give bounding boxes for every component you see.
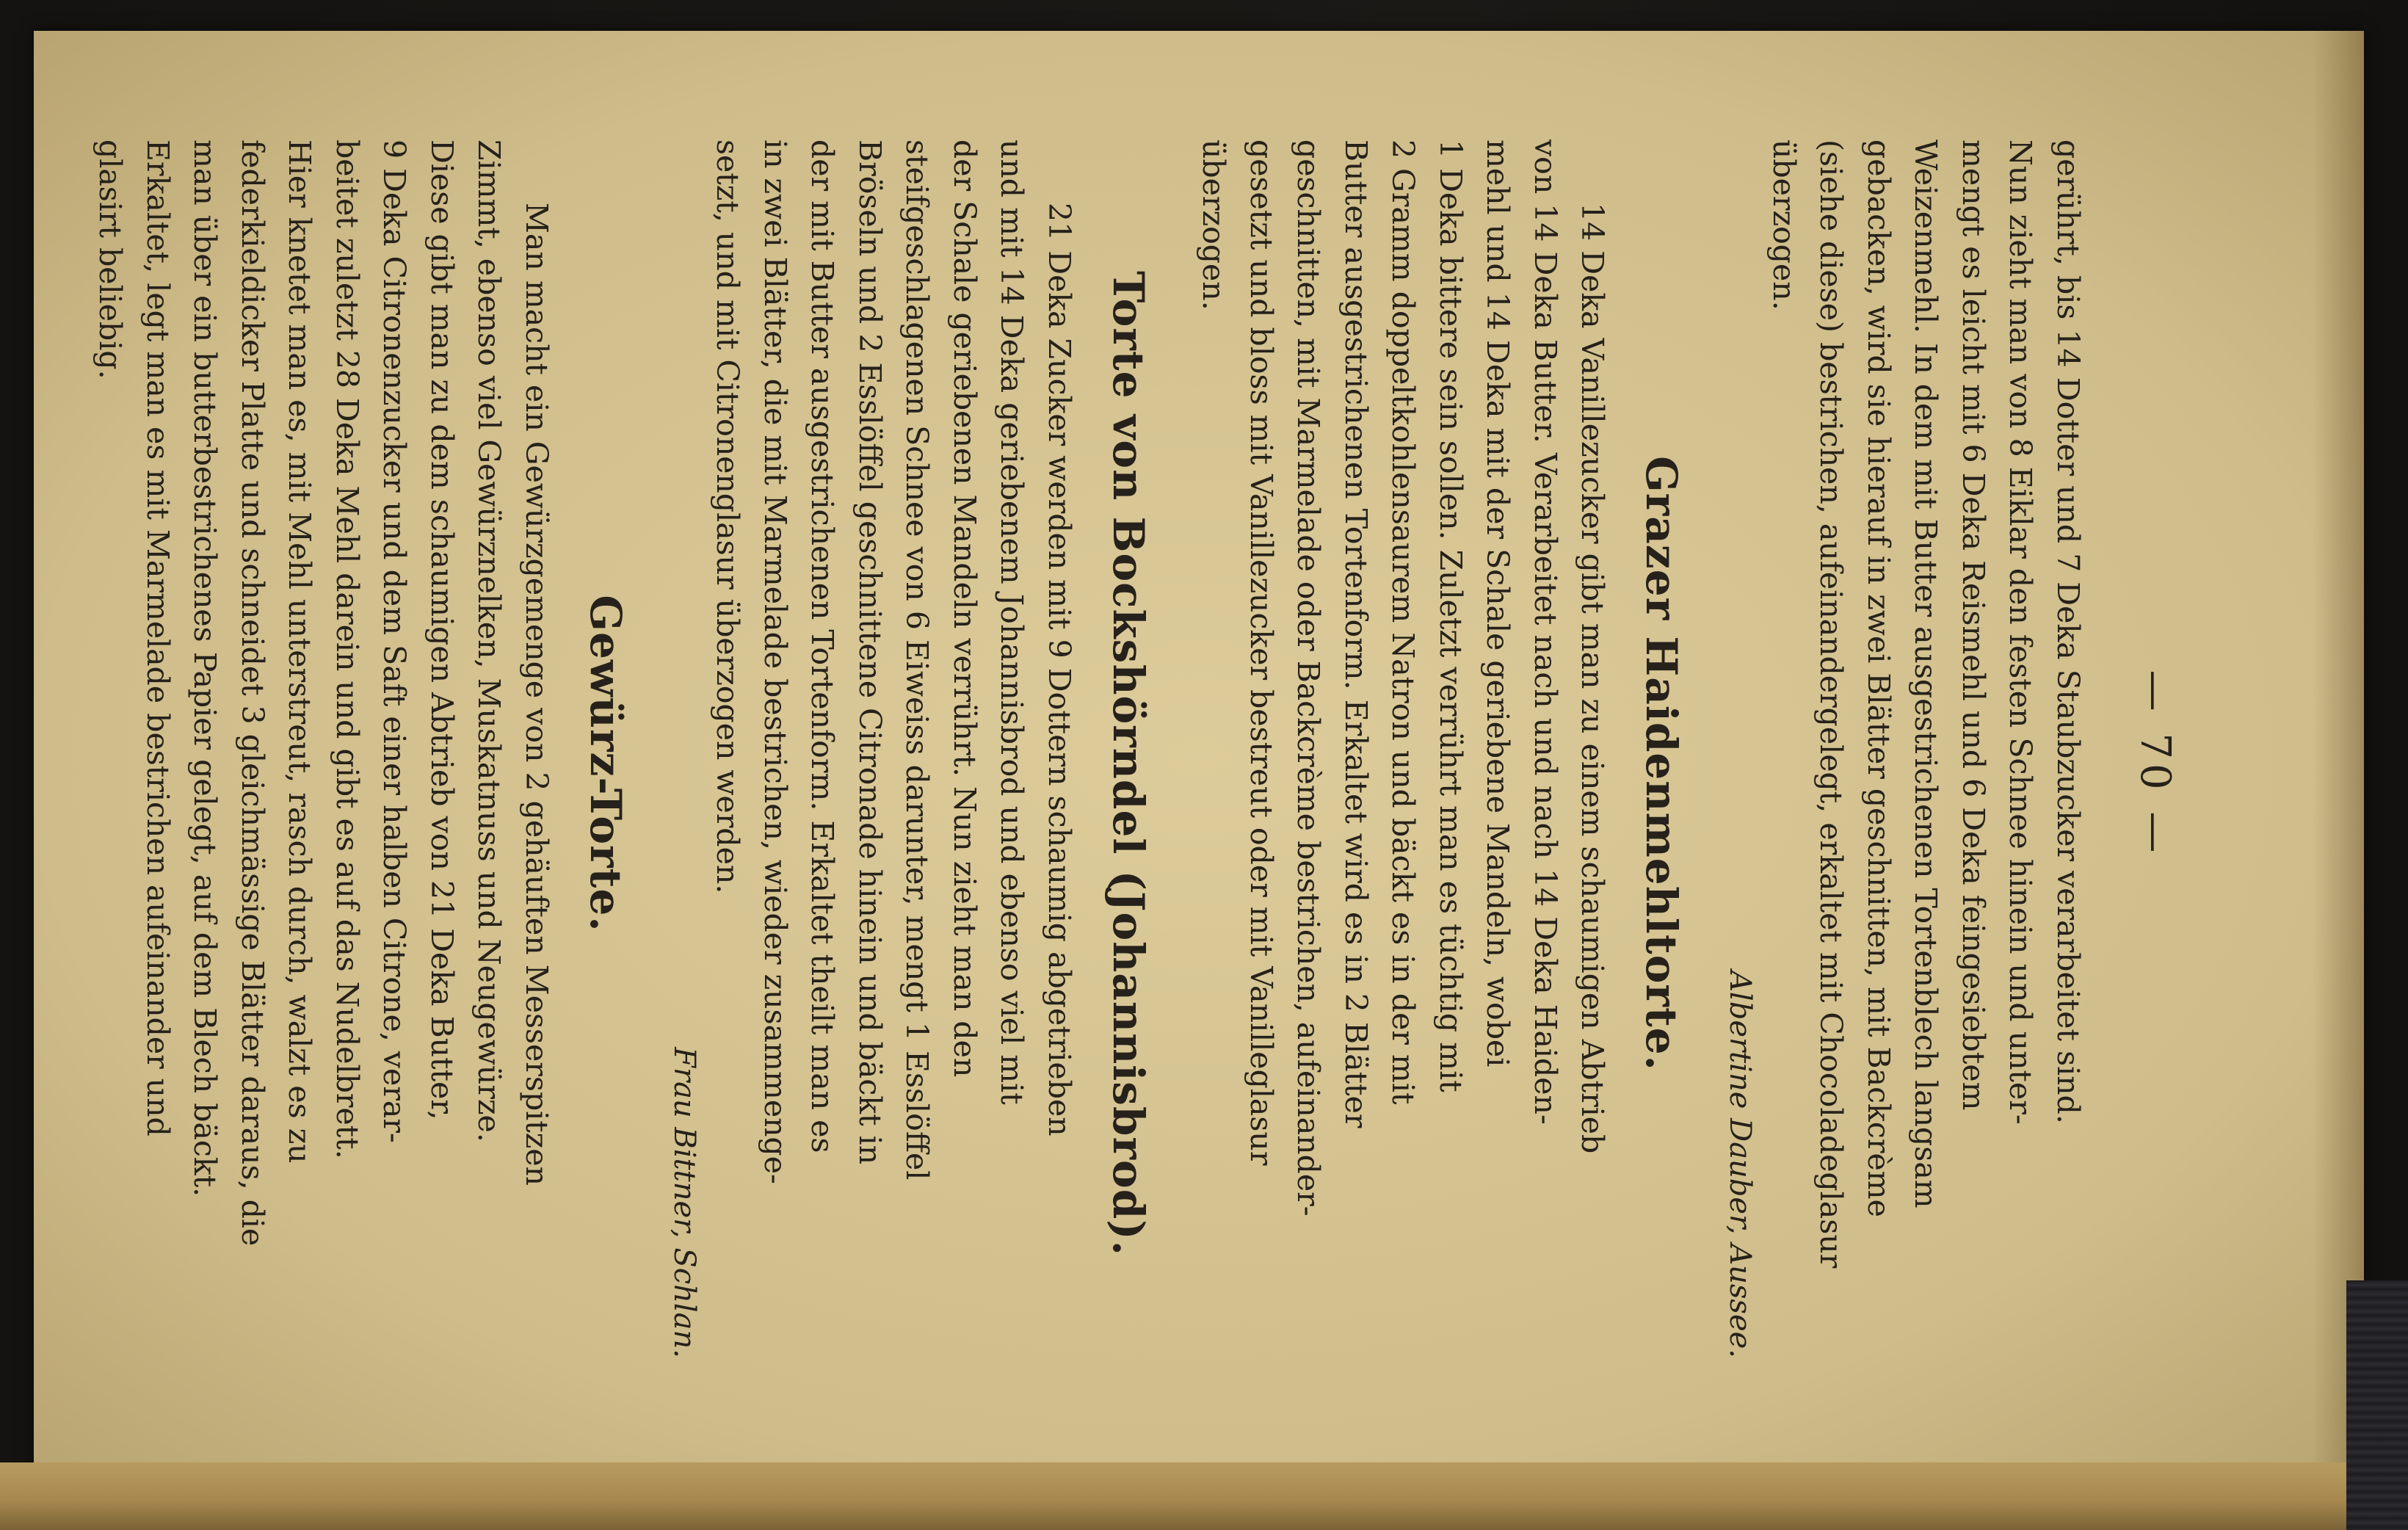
recipe-line: überzogen.	[1196, 139, 1232, 311]
recipe-title: Grazer Haidenmehltorte.	[1636, 456, 1687, 1071]
book-spine	[2346, 1280, 2408, 1530]
recipe-line: Man macht ein Gewürzgemenge von 2 gehäuften Messerspitzen	[519, 203, 554, 1186]
gewuerz-recipe	[87, 139, 631, 1388]
recipe-line: von 14 Deka Butter. Verarbeitet nach und nach 14 Deka Haiden-	[1528, 139, 1563, 1125]
recipe-line: 9 Deka Citronenzucker und dem Saft einer halben Citrone, verar-	[377, 139, 413, 1143]
recipe-line: 21 Deka Zucker werden mit 9 Dottern schaumig abgetrieben	[1042, 203, 1077, 1136]
recipe-line: Butter ausgestrichenen Tortenform. Erkaltet wird es in 2 Blätter	[1338, 139, 1374, 1128]
recipe-line: Zimmt, ebenso viel Gewürznelken, Muskatnuss und Neugewürze.	[471, 139, 507, 1142]
recipe-line: glasirt beliebig.	[93, 139, 128, 380]
recipe-line: setzt, und mit Citronenglasur überzogen werden.	[710, 139, 746, 894]
recipe-line: beitet zuletzt 28 Deka Mehl darein und gibt es auf das Nudelbrett.	[330, 139, 365, 1159]
intro-line: gerührt, bis 14 Dotter und 7 Deka Staubzucker verarbeitet sind.	[2050, 139, 2086, 1124]
recipe-line: 2 Gramm doppeltkohlensaurem Natron und bäckt es in der mit	[1385, 139, 1421, 1105]
rotated-text-frame	[93, 81, 2223, 1446]
bockshoerndl-recipe	[667, 139, 1153, 1388]
facing-page-edge	[0, 1462, 2408, 1530]
recipe-line: und mit 14 Deka geriebenem Johannisbrod und ebenso viel mit	[994, 139, 1030, 1105]
recipe-line: der Schale geriebenen Mandeln verrührt. Nun zieht man den	[947, 139, 982, 1078]
intro-line: Weizenmehl. In dem mit Butter ausgestrichenen Tortenblech langsam	[1908, 139, 1944, 1208]
recipe-line: Hier knetet man es, mit Mehl unterstreut, rasch durch, walzt es zu	[282, 139, 318, 1164]
recipe-line: der mit Butter ausgestrichenen Tortenform. Erkaltet theilt man es	[805, 139, 841, 1153]
page-content	[87, 139, 2179, 1388]
recipe-line: Diese gibt man zu dem schaumigen Abtrieb von 21 Deka Butter,	[424, 139, 460, 1120]
intro-section	[1724, 139, 2092, 1388]
recipe-title: Gewürz-Torte.	[581, 595, 631, 932]
recipe-line: gesetzt und bloss mit Vanillezucker bestreut oder mit Vanilleglasur	[1244, 139, 1279, 1166]
recipe-line: federkieldicker Platte und schneidet 3 gleichmässige Blätter daraus, die	[235, 139, 270, 1247]
recipe-line: geschnitten, mit Marmelade oder Backcrème bestrichen, aufeinander-	[1291, 139, 1327, 1217]
recipe-line: in zwei Blätter, die mit Marmelade bestrichen, wieder zusammenge-	[758, 139, 793, 1184]
recipe-title: Torte von Bockshörndel (Johannisbrod).	[1103, 271, 1153, 1256]
grazer-recipe	[1190, 139, 1687, 1388]
intro-line: mengt es leicht mit 6 Deka Reismehl und 6 Deka feingesiebtem	[1956, 139, 1991, 1111]
recipe-line: Erkaltet, legt man es mit Marmelade bestrichen aufeinander und	[140, 139, 175, 1136]
intro-signature: Albertine Dauber, Aussee.	[1723, 971, 1758, 1358]
intro-line: gebacken, wird sie hierauf in zwei Blätter geschnitten, mit Backcrème	[1861, 139, 1896, 1217]
recipe-line: Bröseln und 2 Esslöffel geschnittene Citronade hinein und bäckt in	[852, 139, 888, 1165]
recipe-line: steifgeschlagenen Schnee von 6 Eiweiss darunter, mengt 1 Esslöffel	[899, 139, 935, 1181]
recipe-line: man über ein butterbestrichenes Papier gelegt, auf dem Blech bäckt.	[187, 139, 223, 1197]
recipe-signature: Frau Bittner, Schlan.	[667, 1047, 701, 1358]
intro-line: (siehe diese) bestrichen, aufeinandergelegt, erkaltet mit Chocoladeglasur	[1813, 139, 1849, 1269]
page-gutter-shadow	[2313, 31, 2364, 1492]
recipe-line: mehl und 14 Deka mit der Schale geriebene Mandeln, wobei	[1480, 139, 1516, 1067]
recipe-line: 14 Deka Vanillezucker gibt man zu einem schaumigen Abtrieb	[1575, 203, 1611, 1154]
intro-line: Nun zieht man von 8 Eiklar den festen Schnee hinein und unter-	[2003, 139, 2039, 1125]
intro-line: überzogen.	[1766, 139, 1802, 311]
recipe-line: 1 Deka bittere sein sollen. Zuletzt verrührt man es tüchtig mit	[1433, 139, 1468, 1092]
page-number: — 70 —	[2131, 670, 2179, 858]
